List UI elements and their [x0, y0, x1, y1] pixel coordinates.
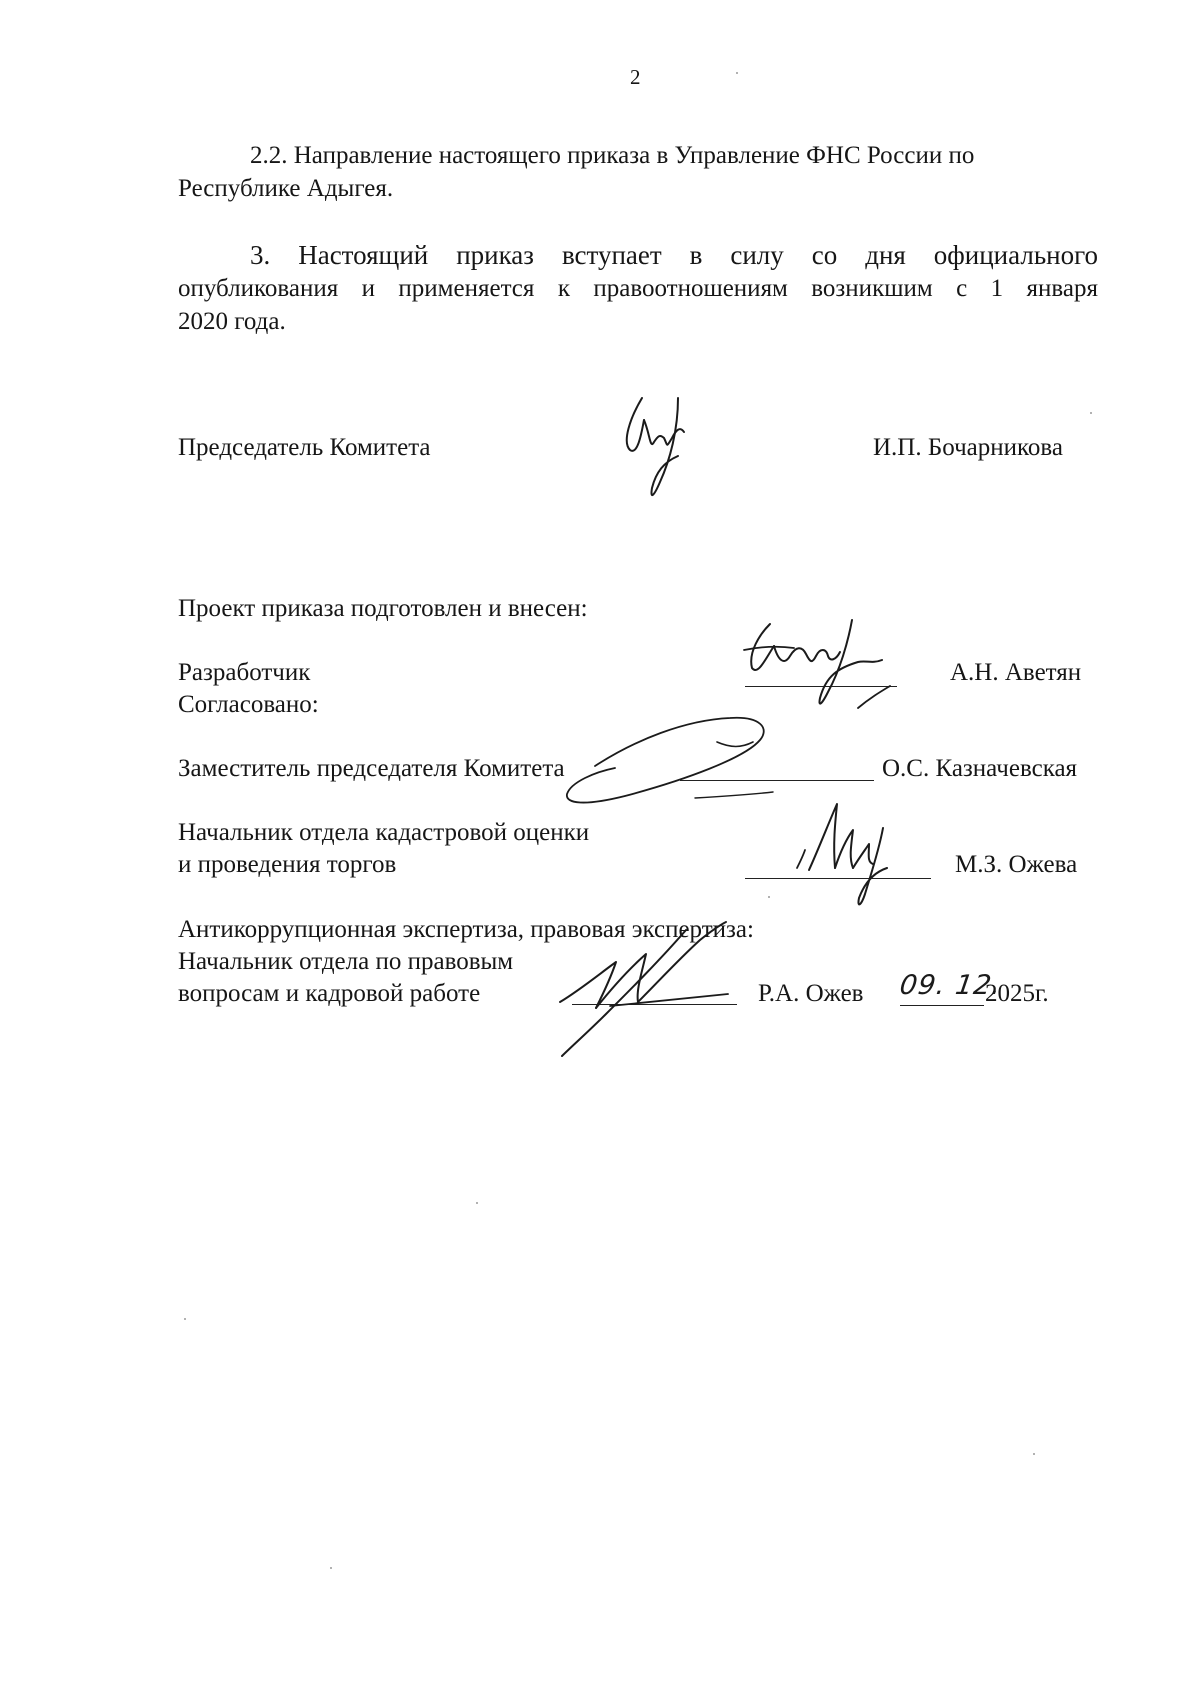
- expertise-title-line1: Начальник отдела по правовым: [178, 948, 514, 975]
- cadastral-head-title-line2: и проведения торгов: [178, 851, 397, 878]
- approval-intro: Проект приказа подготовлен и внесен:: [178, 595, 588, 622]
- cadastral-head-name: М.З. Ожева: [955, 851, 1078, 878]
- cadastral-head-signature: [795, 798, 905, 910]
- expertise-signature: [550, 910, 740, 1060]
- deputy-signature: [545, 700, 805, 820]
- word: 1: [990, 275, 1004, 302]
- expertise-heading: Антикоррупционная экспертиза, правовая экспертиза:: [178, 916, 754, 943]
- scan-speck: [768, 896, 770, 898]
- word: января: [1026, 275, 1098, 302]
- scan-speck: [476, 1202, 478, 1204]
- page-number: 2: [630, 65, 641, 89]
- agreed-label: Согласовано:: [178, 691, 319, 718]
- scan-speck: [1090, 412, 1092, 414]
- word: к: [557, 275, 570, 302]
- word: со: [811, 240, 838, 270]
- word: Настоящий: [298, 240, 429, 270]
- paragraph-number: 3.: [250, 240, 271, 270]
- paragraph-text-continued: Республике Адыгея.: [178, 175, 394, 202]
- scan-speck: [736, 72, 738, 74]
- word: и: [361, 275, 376, 302]
- word: приказ: [456, 240, 534, 270]
- paragraph-number: 2.2.: [250, 142, 288, 169]
- chairman-title: Председатель Комитета: [178, 434, 431, 461]
- deputy-title: Заместитель председателя Комитета: [178, 755, 565, 782]
- word: с: [956, 275, 968, 302]
- expertise-name: Р.А. Ожев: [758, 980, 864, 1007]
- word: вступает: [561, 240, 662, 270]
- word: возникшим: [811, 275, 933, 302]
- word: в: [689, 240, 703, 270]
- word: правоотношениям: [593, 275, 788, 302]
- chairman-signature: [620, 390, 710, 505]
- word: дня: [865, 240, 906, 270]
- chairman-name: И.П. Бочарникова: [873, 434, 1063, 461]
- developer-name: А.Н. Аветян: [950, 659, 1082, 686]
- expertise-title-line2: вопросам и кадровой работе: [178, 980, 481, 1007]
- word: применяется: [398, 275, 535, 302]
- word: силу: [730, 240, 784, 270]
- developer-label: Разработчик: [178, 659, 311, 686]
- paragraph-text-continued: 2020 года.: [178, 308, 286, 335]
- word: опубликования: [178, 275, 339, 302]
- scan-speck: [330, 1567, 332, 1569]
- cadastral-head-title-line1: Начальник отдела кадастровой оценки: [178, 819, 590, 846]
- paragraph-2-2: [178, 139, 1098, 205]
- handwritten-date: 09. 12.: [897, 970, 1004, 1001]
- paragraph-3: [178, 239, 1098, 338]
- date-line: [900, 1005, 984, 1006]
- scan-speck: [1033, 1453, 1035, 1455]
- scan-speck: [184, 1318, 186, 1320]
- deputy-name: О.С. Казначевская: [882, 755, 1078, 782]
- word: официального: [933, 240, 1098, 270]
- paragraph-text: Направление настоящего приказа в Управление ФНС России по: [293, 142, 975, 169]
- year-suffix: 2025г.: [985, 980, 1049, 1007]
